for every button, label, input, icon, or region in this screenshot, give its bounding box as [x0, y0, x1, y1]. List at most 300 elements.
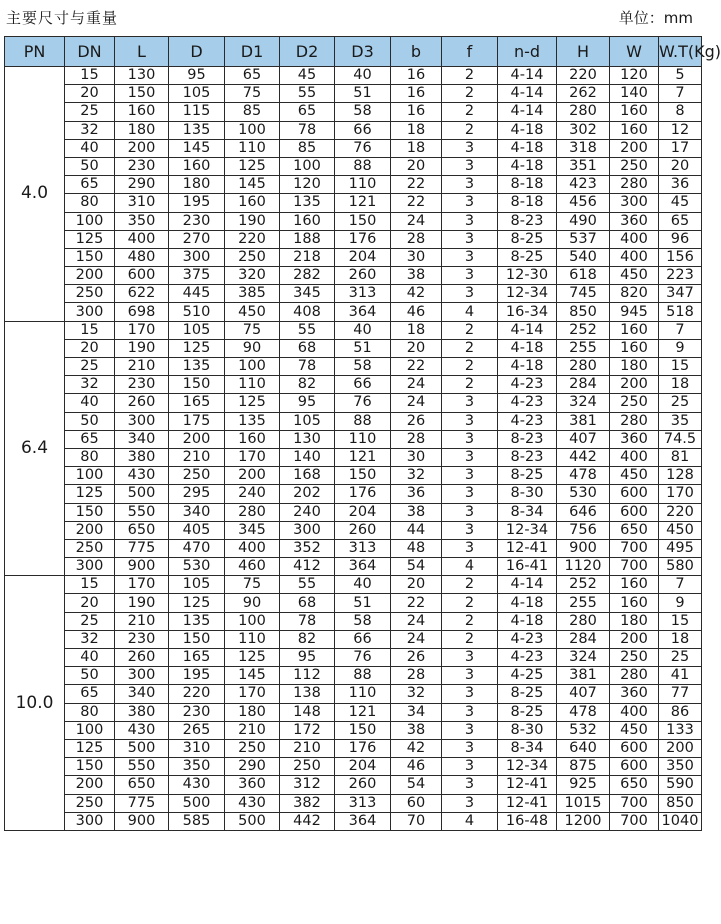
table-cell: 160: [225, 430, 280, 448]
table-cell: 1015: [557, 794, 610, 812]
table-row: [5, 85, 702, 103]
table-cell: 4-18: [498, 121, 557, 139]
table-cell: 2: [442, 630, 498, 648]
table-cell: 112: [280, 667, 335, 685]
table-row: [5, 412, 702, 430]
table-cell: 40: [335, 576, 391, 594]
table-cell: 495: [659, 539, 702, 557]
table-cell: 490: [557, 212, 610, 230]
table-cell: 3: [442, 485, 498, 503]
table-cell: 250: [169, 467, 225, 485]
table-cell: 270: [169, 230, 225, 248]
table-cell: 423: [557, 176, 610, 194]
pn-cell: 10.0: [5, 576, 65, 831]
table-cell: 4-14: [498, 103, 557, 121]
table-cell: 385: [225, 285, 280, 303]
table-cell: 210: [115, 358, 169, 376]
table-row: [5, 776, 702, 794]
table-cell: 76: [335, 649, 391, 667]
table-cell: 450: [610, 267, 659, 285]
table-cell: 240: [225, 485, 280, 503]
table-cell: 4-18: [498, 612, 557, 630]
table-cell: 250: [610, 394, 659, 412]
table-cell: 400: [225, 539, 280, 557]
table-cell: 480: [115, 248, 169, 266]
table-cell: 252: [557, 576, 610, 594]
table-cell: 15: [65, 576, 115, 594]
table-cell: 310: [169, 739, 225, 757]
table-cell: 300: [169, 248, 225, 266]
table-cell: 450: [659, 521, 702, 539]
table-cell: 32: [65, 121, 115, 139]
table-cell: 78: [280, 358, 335, 376]
table-row: [5, 358, 702, 376]
table-cell: 32: [391, 685, 442, 703]
table-cell: 130: [115, 67, 169, 85]
table-row: [5, 339, 702, 357]
table-cell: 300: [115, 667, 169, 685]
table-cell: 20: [391, 339, 442, 357]
table-cell: 7: [659, 576, 702, 594]
table-cell: 40: [335, 321, 391, 339]
table-cell: 180: [610, 358, 659, 376]
table-cell: 24: [391, 376, 442, 394]
table-row: [5, 685, 702, 703]
table-cell: 850: [557, 303, 610, 321]
table-cell: 200: [610, 139, 659, 157]
table-cell: 380: [115, 703, 169, 721]
table-cell: 900: [557, 539, 610, 557]
table-row: [5, 558, 702, 576]
table-cell: 110: [335, 430, 391, 448]
table-cell: 442: [557, 448, 610, 466]
table-cell: 176: [335, 485, 391, 503]
table-cell: 16-34: [498, 303, 557, 321]
table-cell: 220: [557, 67, 610, 85]
table-cell: 3: [442, 649, 498, 667]
table-cell: 58: [335, 103, 391, 121]
table-cell: 260: [335, 776, 391, 794]
table-cell: 125: [65, 230, 115, 248]
table-cell: 280: [610, 176, 659, 194]
table-cell: 176: [335, 230, 391, 248]
table-cell: 4-23: [498, 630, 557, 648]
table-cell: 100: [225, 121, 280, 139]
col-header-b: b: [391, 37, 442, 67]
table-cell: 600: [115, 267, 169, 285]
table-cell: 900: [115, 558, 169, 576]
table-cell: 24: [391, 212, 442, 230]
table-cell: 220: [225, 230, 280, 248]
table-cell: 18: [659, 630, 702, 648]
table-cell: 26: [391, 649, 442, 667]
table-row: [5, 539, 702, 557]
table-row: [5, 739, 702, 757]
table-cell: 42: [391, 739, 442, 757]
table-cell: 218: [280, 248, 335, 266]
table-cell: 125: [225, 649, 280, 667]
table-cell: 2: [442, 121, 498, 139]
table-row: [5, 630, 702, 648]
table-cell: 20: [391, 157, 442, 175]
table-cell: 3: [442, 794, 498, 812]
table-cell: 110: [335, 176, 391, 194]
table-cell: 44: [391, 521, 442, 539]
table-cell: 530: [557, 485, 610, 503]
table-cell: 82: [280, 376, 335, 394]
table-cell: 96: [659, 230, 702, 248]
table-cell: 3: [442, 467, 498, 485]
table-cell: 160: [169, 157, 225, 175]
table-cell: 90: [225, 594, 280, 612]
table-cell: 700: [610, 812, 659, 830]
table-row: [5, 103, 702, 121]
table-cell: 250: [225, 248, 280, 266]
table-cell: 4: [442, 812, 498, 830]
table-cell: 34: [391, 703, 442, 721]
table-row: [5, 194, 702, 212]
table-cell: 313: [335, 794, 391, 812]
table-row: [5, 285, 702, 303]
table-cell: 4-23: [498, 412, 557, 430]
table-cell: 78: [280, 121, 335, 139]
table-cell: 445: [169, 285, 225, 303]
table-cell: 200: [225, 467, 280, 485]
table-cell: 204: [335, 758, 391, 776]
table-cell: 160: [610, 103, 659, 121]
table-cell: 77: [659, 685, 702, 703]
table-cell: 150: [65, 248, 115, 266]
table-cell: 26: [391, 412, 442, 430]
table-row: [5, 376, 702, 394]
table-cell: 430: [225, 794, 280, 812]
table-cell: 290: [115, 176, 169, 194]
table-cell: 8-23: [498, 430, 557, 448]
table-cell: 85: [280, 139, 335, 157]
table-cell: 180: [225, 703, 280, 721]
table-cell: 518: [659, 303, 702, 321]
table-cell: 22: [391, 194, 442, 212]
table-header-row: [5, 37, 702, 67]
col-header-d2: D2: [280, 37, 335, 67]
table-cell: 150: [65, 503, 115, 521]
table-cell: 250: [610, 649, 659, 667]
table-cell: 95: [280, 394, 335, 412]
table-cell: 32: [65, 376, 115, 394]
table-cell: 3: [442, 776, 498, 794]
table-row: [5, 212, 702, 230]
table-cell: 28: [391, 230, 442, 248]
table-cell: 204: [335, 503, 391, 521]
table-cell: 220: [659, 503, 702, 521]
table-cell: 450: [610, 467, 659, 485]
table-cell: 200: [65, 267, 115, 285]
table-cell: 68: [280, 339, 335, 357]
table-row: [5, 812, 702, 830]
table-cell: 65: [65, 685, 115, 703]
table-row: [5, 430, 702, 448]
table-cell: 2: [442, 612, 498, 630]
table-cell: 352: [280, 539, 335, 557]
table-row: [5, 248, 702, 266]
table-cell: 240: [280, 503, 335, 521]
table-body: [5, 67, 702, 831]
table-cell: 100: [280, 157, 335, 175]
table-cell: 230: [169, 212, 225, 230]
table-cell: 85: [225, 103, 280, 121]
table-cell: 3: [442, 212, 498, 230]
table-cell: 150: [335, 721, 391, 739]
table-cell: 18: [391, 321, 442, 339]
table-cell: 160: [610, 576, 659, 594]
table-cell: 204: [335, 248, 391, 266]
table-cell: 618: [557, 267, 610, 285]
table-cell: 2: [442, 376, 498, 394]
table-cell: 172: [280, 721, 335, 739]
table-cell: 250: [225, 739, 280, 757]
table-cell: 28: [391, 667, 442, 685]
table-cell: 210: [280, 739, 335, 757]
table-cell: 105: [169, 576, 225, 594]
table-cell: 284: [557, 376, 610, 394]
table-cell: 20: [65, 85, 115, 103]
table-cell: 3: [442, 739, 498, 757]
table-cell: 70: [391, 812, 442, 830]
table-cell: 756: [557, 521, 610, 539]
table-cell: 382: [280, 794, 335, 812]
dimensions-table: [4, 36, 721, 831]
table-row: [5, 649, 702, 667]
table-cell: 4-18: [498, 139, 557, 157]
table-row: [5, 485, 702, 503]
table-cell: 200: [65, 521, 115, 539]
table-cell: 230: [169, 703, 225, 721]
table-cell: 200: [659, 739, 702, 757]
table-cell: 100: [65, 212, 115, 230]
table-row: [5, 267, 702, 285]
table-cell: 25: [659, 649, 702, 667]
table-cell: 442: [280, 812, 335, 830]
table-cell: 850: [659, 794, 702, 812]
table-row: [5, 576, 702, 594]
table-cell: 345: [225, 521, 280, 539]
table-row: [5, 139, 702, 157]
table-cell: 105: [169, 321, 225, 339]
table-cell: 8-30: [498, 485, 557, 503]
table-cell: 8-30: [498, 721, 557, 739]
table-cell: 22: [391, 358, 442, 376]
table-cell: 75: [225, 321, 280, 339]
col-header-f: f: [442, 37, 498, 67]
table-cell: 4: [442, 558, 498, 576]
table-cell: 20: [65, 594, 115, 612]
table-cell: 532: [557, 721, 610, 739]
table-cell: 700: [610, 794, 659, 812]
table-cell: 350: [659, 758, 702, 776]
table-cell: 16: [391, 85, 442, 103]
table-cell: 360: [610, 685, 659, 703]
table-cell: 20: [659, 157, 702, 175]
table-cell: 8: [659, 103, 702, 121]
table-cell: 133: [659, 721, 702, 739]
table-cell: 30: [391, 448, 442, 466]
table-cell: 170: [225, 685, 280, 703]
table-cell: 12-34: [498, 758, 557, 776]
table-cell: 55: [280, 85, 335, 103]
table-cell: 775: [115, 539, 169, 557]
table-cell: 30: [391, 248, 442, 266]
table-cell: 50: [65, 667, 115, 685]
table-cell: 160: [610, 339, 659, 357]
table-cell: 110: [225, 376, 280, 394]
table-cell: 698: [115, 303, 169, 321]
table-cell: 4-14: [498, 321, 557, 339]
table-cell: 5: [659, 67, 702, 85]
col-header-d: D: [169, 37, 225, 67]
page-header: [0, 0, 705, 36]
table-cell: 300: [65, 558, 115, 576]
table-cell: 18: [391, 139, 442, 157]
table-cell: 160: [225, 194, 280, 212]
table-cell: 400: [610, 248, 659, 266]
table-cell: 7: [659, 321, 702, 339]
table-cell: 255: [557, 339, 610, 357]
table-cell: 38: [391, 503, 442, 521]
table-cell: 2: [442, 594, 498, 612]
table-cell: 350: [115, 212, 169, 230]
table-cell: 160: [115, 103, 169, 121]
table-cell: 347: [659, 285, 702, 303]
col-header-pn: PN: [5, 37, 65, 67]
table-cell: 250: [280, 758, 335, 776]
table-cell: 12-34: [498, 285, 557, 303]
table-cell: 360: [225, 776, 280, 794]
table-cell: 8-25: [498, 230, 557, 248]
table-cell: 310: [115, 194, 169, 212]
table-cell: 38: [391, 267, 442, 285]
table-row: [5, 467, 702, 485]
table-cell: 160: [280, 212, 335, 230]
table-row: [5, 794, 702, 812]
table-cell: 4-18: [498, 358, 557, 376]
table-cell: 115: [169, 103, 225, 121]
table-cell: 75: [225, 85, 280, 103]
table-cell: 65: [659, 212, 702, 230]
table-cell: 170: [225, 448, 280, 466]
table-cell: 95: [280, 649, 335, 667]
table-cell: 60: [391, 794, 442, 812]
table-cell: 2: [442, 103, 498, 121]
col-header-h: H: [557, 37, 610, 67]
table-cell: 165: [169, 649, 225, 667]
table-cell: 130: [280, 430, 335, 448]
table-cell: 775: [115, 794, 169, 812]
table-cell: 364: [335, 303, 391, 321]
table-cell: 700: [610, 539, 659, 557]
table-cell: 640: [557, 739, 610, 757]
table-cell: 324: [557, 394, 610, 412]
table-cell: 125: [65, 485, 115, 503]
table-cell: 380: [115, 448, 169, 466]
table-cell: 320: [225, 267, 280, 285]
table-cell: 18: [659, 376, 702, 394]
table-cell: 100: [65, 721, 115, 739]
table-cell: 66: [335, 376, 391, 394]
table-cell: 18: [391, 121, 442, 139]
table-cell: 2: [442, 321, 498, 339]
table-cell: 300: [610, 194, 659, 212]
table-cell: 585: [169, 812, 225, 830]
table-cell: 35: [659, 412, 702, 430]
table-cell: 510: [169, 303, 225, 321]
table-cell: 190: [225, 212, 280, 230]
table-cell: 32: [65, 630, 115, 648]
table-cell: 150: [169, 376, 225, 394]
table-cell: 530: [169, 558, 225, 576]
table-cell: 12-30: [498, 267, 557, 285]
table-cell: 16: [391, 103, 442, 121]
table-cell: 20: [391, 576, 442, 594]
table-cell: 280: [557, 358, 610, 376]
table-cell: 945: [610, 303, 659, 321]
table-cell: 282: [280, 267, 335, 285]
table-cell: 145: [225, 667, 280, 685]
table-row: [5, 594, 702, 612]
table-cell: 290: [225, 758, 280, 776]
table-cell: 450: [225, 303, 280, 321]
table-cell: 12: [659, 121, 702, 139]
table-cell: 700: [610, 558, 659, 576]
table-cell: 160: [610, 321, 659, 339]
table-cell: 74.5: [659, 430, 702, 448]
table-cell: 318: [557, 139, 610, 157]
table-row: [5, 667, 702, 685]
table-cell: 51: [335, 85, 391, 103]
table-cell: 252: [557, 321, 610, 339]
table-cell: 223: [659, 267, 702, 285]
table-cell: 8-18: [498, 194, 557, 212]
table-cell: 78: [280, 612, 335, 630]
table-cell: 250: [65, 539, 115, 557]
table-cell: 110: [335, 685, 391, 703]
table-row: [5, 321, 702, 339]
table-cell: 36: [391, 485, 442, 503]
table-cell: 8-34: [498, 503, 557, 521]
table-cell: 81: [659, 448, 702, 466]
table-cell: 360: [610, 212, 659, 230]
table-cell: 478: [557, 467, 610, 485]
table-cell: 265: [169, 721, 225, 739]
table-cell: 8-23: [498, 212, 557, 230]
table-cell: 38: [391, 721, 442, 739]
table-cell: 3: [442, 503, 498, 521]
table-cell: 8-25: [498, 685, 557, 703]
table-row: [5, 157, 702, 175]
table-cell: 400: [610, 230, 659, 248]
table-cell: 8-18: [498, 176, 557, 194]
table-cell: 3: [442, 139, 498, 157]
table-cell: 650: [115, 776, 169, 794]
table-cell: 250: [65, 285, 115, 303]
table-cell: 25: [659, 394, 702, 412]
table-cell: 3: [442, 685, 498, 703]
table-cell: 170: [659, 485, 702, 503]
table-cell: 3: [442, 721, 498, 739]
table-cell: 302: [557, 121, 610, 139]
table-cell: 32: [391, 467, 442, 485]
table-cell: 210: [225, 721, 280, 739]
table-cell: 4-23: [498, 649, 557, 667]
